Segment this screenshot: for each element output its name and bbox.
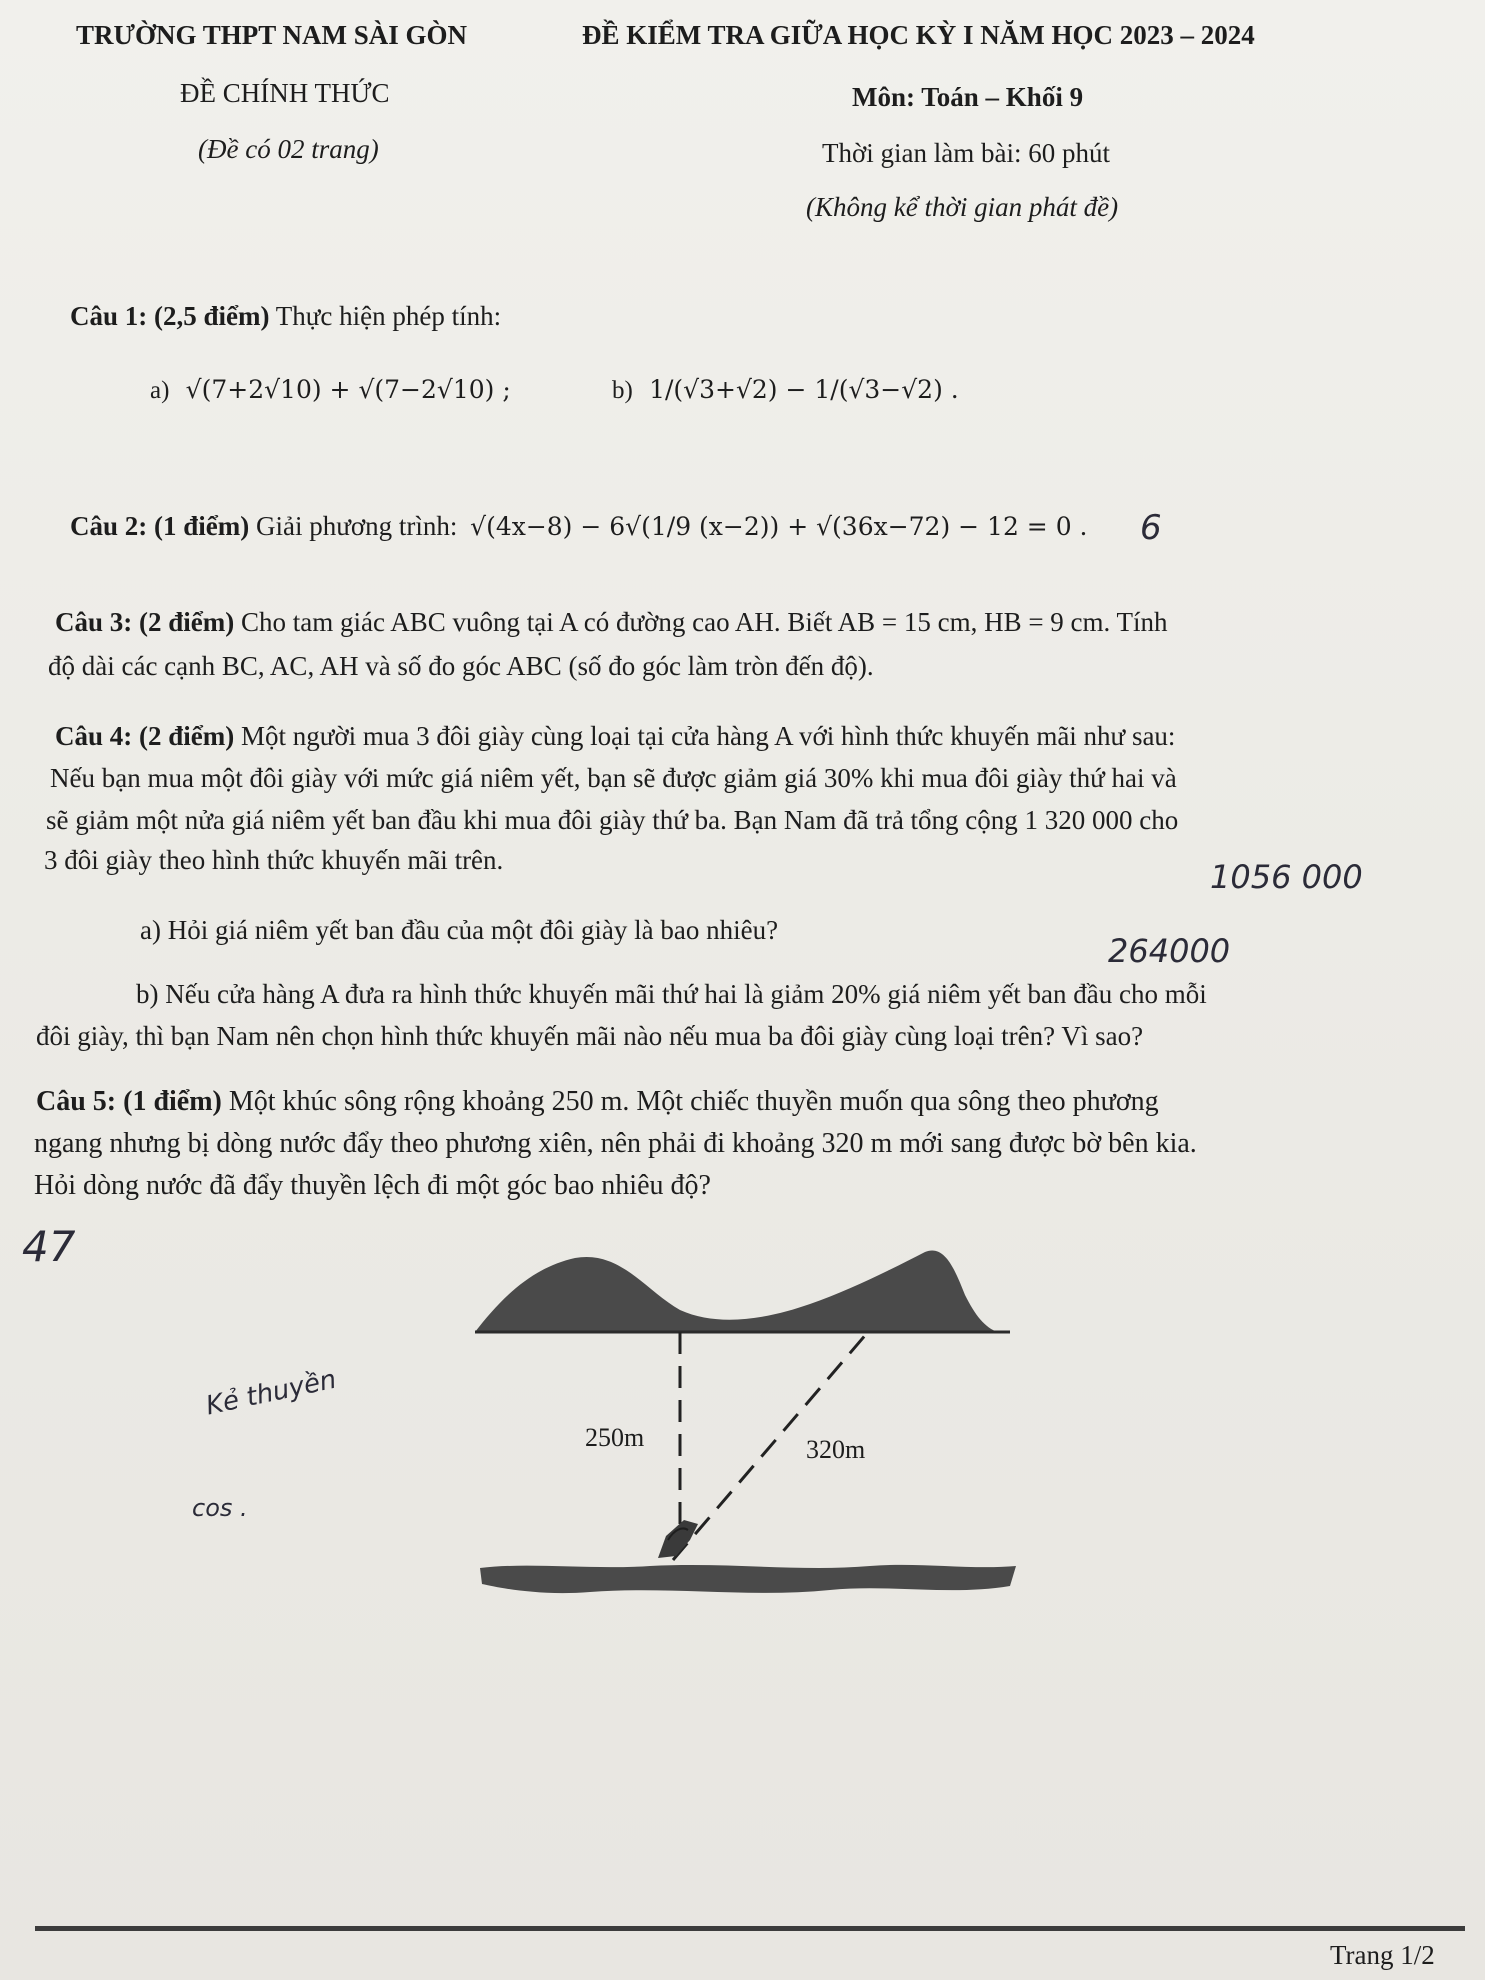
q4-text-line-3: sẽ giảm một nửa giá niêm yết ban đầu khi mua đôi giày thứ ba. Bạn Nam đã trả tổng cộng 1 320 000 cho [46,805,1179,835]
q5-text-line-2: ngang nhưng bị dòng nước đẩy theo phương xiên, nên phải đi khoảng 320 m mới sang được bờ bên kia. [34,1128,1197,1159]
q5-handwritten-note-2: cos . [192,1494,248,1522]
question-3-line-1 [55,602,1168,642]
q2-label: Câu 2: (1 điểm) [70,511,250,541]
duration-note: (Không kể thời gian phát đề) [806,192,1119,222]
subject: Môn: Toán – Khối 9 [852,82,1084,112]
far-bank [475,1251,998,1332]
q2-prompt: Giải phương trình: [255,511,458,541]
boat-icon [658,1520,698,1558]
q4-part-b-line-2: đôi giày, thì bạn Nam nên chọn hình thức khuyến mãi nào nếu mua ba đôi giày cùng loại trên? Vì sao? [36,1021,1144,1051]
q3-text-line-1: Cho tam giác ABC vuông tại A có đường cao AH. Biết AB = 15 cm, HB = 9 cm. Tính [240,607,1168,637]
q5-text-line-3: Hỏi dòng nước đã đẩy thuyền lệch đi một góc bao nhiêu độ? [34,1170,711,1201]
footer-rule [35,1926,1465,1931]
q5-handwritten-note-1: Kẻ thuyền [203,1364,340,1422]
question-5-line-1 [36,1082,1159,1122]
question-4-line-1 [55,716,1175,756]
q5-text-line-1: Một khúc sông rộng khoảng 250 m. Một chiếc thuyền muốn qua sông theo phương [228,1086,1159,1117]
q3-label: Câu 3: (2 điểm) [55,607,235,637]
q1-prompt: Thực hiện phép tính: [275,301,502,331]
q4-text-line-2: Nếu bạn mua một đôi giày với mức giá niêm yết, bạn sẽ được giảm giá 30% khi mua đôi giày thứ hai và [50,763,1177,793]
q5-handwritten-answer: 47 [22,1222,76,1271]
q4-part-a: a) Hỏi giá niêm yết ban đầu của một đôi giày là bao nhiêu? [140,915,779,945]
q1-b-label: b) [612,377,633,404]
question-1 [70,296,501,336]
q2-equation: √(4x−8) − 6√(1/9 (x−2)) + √(36x−72) − 12 = 0 . [470,512,1088,541]
school-name: TRƯỜNG THPT NAM SÀI GÒN [76,20,468,50]
q4-text-line-4: 3 đôi giày theo hình thức khuyến mãi trên. [44,845,504,875]
q4-part-b-line-1: b) Nếu cửa hàng A đưa ra hình thức khuyến mãi thứ hai là giảm 20% giá niêm yết ban đầu cho mỗi [136,979,1207,1009]
q1-label: Câu 1: (2,5 điểm) [70,301,270,331]
width-label: 250m [585,1423,645,1452]
q4-handwritten-note-1: 1056 000 [1210,858,1363,896]
path-label: 320m [806,1435,866,1464]
q1-part-b [612,375,959,405]
question-2 [70,506,1088,547]
q4-text-line-1: Một người mua 3 đôi giày cùng loại tại cửa hàng A với hình thức khuyến mãi như sau: [240,721,1176,751]
q1-a-expression: √(7+2√10) + √(7−2√10) ; [185,375,511,404]
q3-text-line-2: độ dài các cạnh BC, AC, AH và số đo góc ABC (số đo góc làm tròn đến độ). [48,651,874,681]
q1-part-a [150,375,511,405]
exam-title: ĐỀ KIỂM TRA GIỮA HỌC KỲ I NĂM HỌC 2023 – 2024 [582,20,1255,50]
near-bank [480,1565,1016,1593]
official-label: ĐỀ CHÍNH THỨC [180,78,390,108]
q1-a-label: a) [150,377,170,404]
q4-label: Câu 4: (2 điểm) [55,721,235,751]
q2-handwritten-note: 6 [1140,508,1162,548]
page-number: Trang 1/2 [1330,1940,1435,1970]
pages-note: (Đề có 02 trang) [198,134,379,164]
river-crossing-figure [470,1240,1030,1620]
duration: Thời gian làm bài: 60 phút [822,138,1110,168]
q1-b-expression: 1/(√3+√2) − 1/(√3−√2) . [649,375,959,404]
q5-label: Câu 5: (1 điểm) [36,1086,222,1117]
q4-handwritten-note-2: 264000 [1108,932,1231,970]
